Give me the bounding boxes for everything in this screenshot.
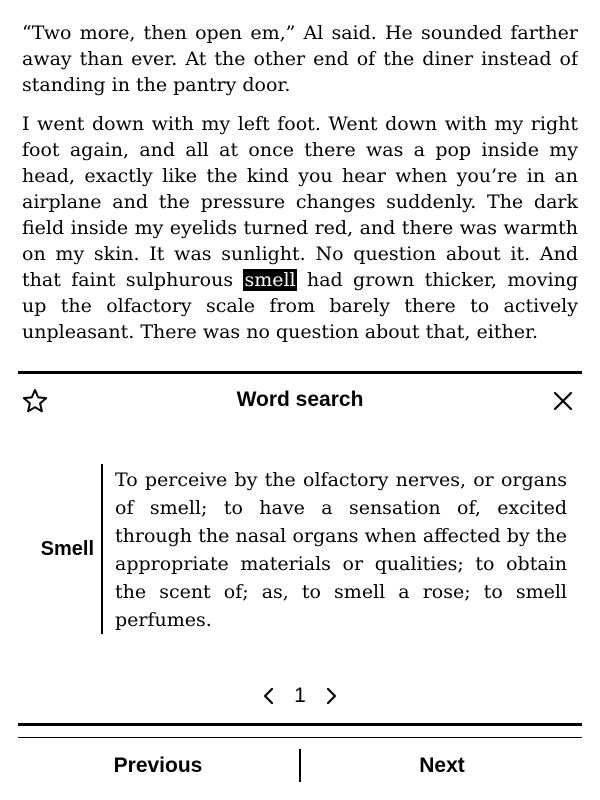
chevron-left-icon[interactable] (260, 685, 278, 707)
book-text (22, 20, 578, 362)
panel-top-divider (18, 371, 582, 374)
word-search-header (18, 384, 582, 418)
book-paragraph (22, 111, 578, 345)
definition-pager (0, 684, 600, 714)
text-before-highlight: I went down with my left foot. Went down with my right foot again, and all at once there was a pop inside my head, exactly like the kind you hear when you’re in an airplane and the pressure changes suddenly. The dark field inside my eyelids turned red, and there was warmth on my skin. It was sunlight. No question about it. And that faint sulphurous (22, 113, 578, 291)
footer-button-separator (299, 749, 301, 782)
footer-divider-thin (18, 737, 582, 738)
definition-text: To perceive by the olfactory nerves, or organs of smell; to have a sensation of, excited through the nasal organs when affected by the appropriate materials or qualities; to obtain the scent of; as, to smell a rose; to smell perfumes. (115, 469, 567, 631)
footer-divider-thick (18, 723, 582, 726)
headword: Smell (40, 537, 94, 560)
definition-divider (101, 464, 103, 634)
text-after-highlight: had grown thicker, moving up the olfactory scale from barely there to actively unpleasant. There was no question about that, either. (22, 269, 578, 343)
chevron-right-icon[interactable] (322, 685, 340, 707)
page-number: 1 (294, 684, 306, 707)
panel-title: Word search (236, 388, 364, 411)
book-paragraph: “Two more, then open em,” Al said. He sounded farther away than ever. At the other end of the diner instead of standing in the pantry door. (22, 22, 578, 96)
close-icon[interactable] (550, 388, 576, 414)
highlighted-word[interactable]: smell (244, 269, 296, 291)
definition-entry (18, 464, 582, 634)
previous-button[interactable]: Previous (113, 754, 203, 777)
next-button[interactable]: Next (419, 754, 465, 777)
